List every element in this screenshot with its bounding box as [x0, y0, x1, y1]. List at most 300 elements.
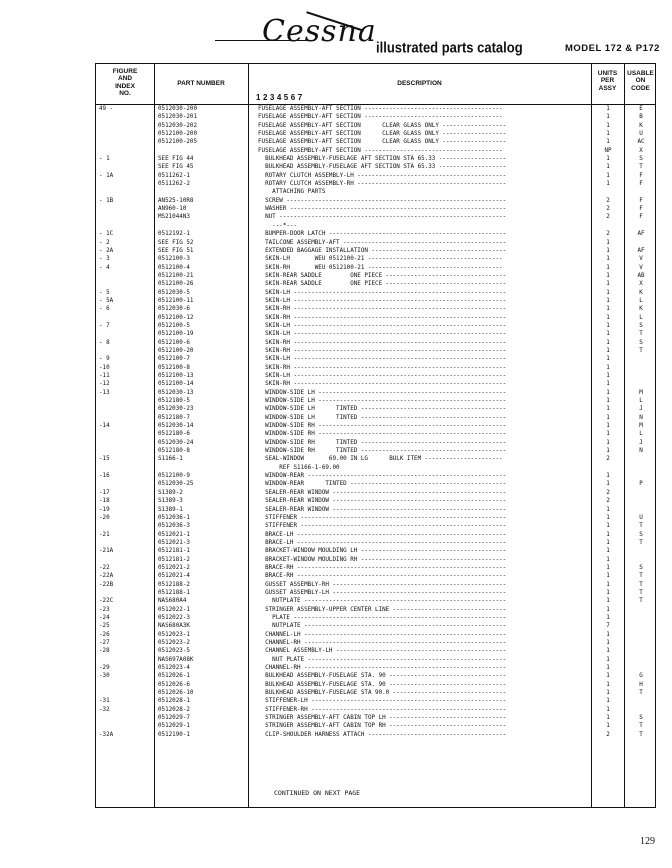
part-number: 0512022-3 [158, 614, 190, 621]
part-number: 0512030-200 [158, 106, 198, 112]
part-number: 0512100-26 [158, 281, 194, 288]
figure-index: -21A [99, 548, 114, 555]
description: SKIN-LH ------------------------------------------------------------ [258, 356, 507, 363]
part-number: 0512190-1 [158, 731, 190, 738]
units-per-assy: 2 [606, 206, 610, 213]
table-row [96, 464, 657, 472]
usable-code: E [639, 106, 643, 112]
units-per-assy: 1 [606, 448, 610, 455]
usable-code: U [639, 131, 643, 138]
table-row [96, 539, 657, 547]
units-per-assy: 1 [606, 531, 610, 538]
model-label: MODEL 172 & P172 [565, 43, 660, 54]
table-row [96, 347, 657, 355]
description: BRACE-RH ----------------------------------------------------------- [258, 564, 507, 571]
table-row [96, 222, 657, 230]
usable-code: V [639, 256, 643, 263]
part-number: 0512021-4 [158, 573, 190, 580]
part-number: 0512026-6 [158, 681, 190, 688]
description: FUSELAGE ASSEMBLY-AFT SECTION --------------------------------------- [258, 114, 503, 121]
description: GUSSET ASSEMBLY-RH ------------------------------------------------- [258, 581, 507, 588]
part-number: 0512100-4 [158, 264, 190, 271]
part-number: AN525-10R8 [158, 197, 194, 204]
part-number: 0512100-5 [158, 322, 190, 329]
usable-code: H [639, 681, 643, 688]
units-per-assy: 1 [606, 423, 610, 430]
figure-index: -22A [99, 573, 114, 580]
description: WASHER ------------------------------------------------------------- [258, 206, 507, 213]
units-per-assy: 1 [606, 306, 610, 313]
units-per-assy: 1 [606, 606, 610, 613]
figure-index: -25 [99, 623, 110, 630]
description: FUSELAGE ASSEMBLY-AFT SECTION CLEAR GLASS ONLY ------------------ [258, 139, 507, 146]
table-row [96, 522, 657, 530]
part-number: 0512023-1 [158, 631, 190, 638]
figure-index: -26 [99, 631, 110, 638]
table-row [96, 706, 657, 714]
description: WINDOW-SIDE RH ----------------------------------------------------- [258, 423, 507, 430]
figure-index: -22B [99, 581, 114, 588]
description: TAILCONE ASSEMBLY-AFT ---------------------------------------------- [258, 239, 507, 246]
figure-index: 49 - [99, 106, 114, 112]
units-per-assy: 1 [606, 264, 610, 271]
units-per-assy: 1 [606, 356, 610, 363]
usable-code: P [639, 481, 643, 488]
description: FUSELAGE ASSEMBLY-AFT SECTION --------------------------------------- [258, 106, 503, 112]
table-row [96, 188, 657, 196]
table-row [96, 230, 657, 238]
description: GUSSET ASSEMBLY-LH ------------------------------------------------- [258, 589, 507, 596]
part-number: 0512030-23 [158, 406, 194, 413]
table-row [96, 322, 657, 330]
figure-index: -22 [99, 564, 110, 571]
part-number: 0512100-19 [158, 331, 194, 338]
units-per-assy: 2 [606, 731, 610, 738]
part-number: 0512030-25 [158, 481, 194, 488]
units-per-assy: 1 [606, 706, 610, 713]
units-per-assy: 1 [606, 698, 610, 705]
description: BRACE-LH ----------------------------------------------------------- [258, 539, 507, 546]
table-row [96, 497, 657, 505]
table-row [96, 480, 657, 488]
usable-code: M [639, 389, 643, 396]
description: SKIN-RH ------------------------------------------------------------ [258, 347, 507, 354]
description: WINDOW-SIDE LH TINTED ----------------------------------------- [258, 406, 507, 413]
part-number: 0512181-1 [158, 548, 190, 555]
usable-code: S [639, 156, 643, 163]
usable-code: S [639, 715, 643, 722]
table-row [96, 439, 657, 447]
description: SKIN-LH WEU 0512100-21 -------------------------------------- [258, 256, 503, 263]
units-per-assy: 1 [606, 164, 610, 171]
units-per-assy: 1 [606, 431, 610, 438]
part-number: 0512023-5 [158, 648, 190, 655]
description: WINDOW-REAR -------------------------------------------------------- [258, 473, 507, 480]
table-row [96, 664, 657, 672]
part-number: 0512100-21 [158, 272, 194, 279]
units-per-assy: 1 [606, 272, 610, 279]
units-per-assy: 2 [606, 197, 610, 204]
table-row [96, 147, 657, 155]
usable-code: N [639, 448, 643, 455]
units-per-assy: 1 [606, 297, 610, 304]
table-row [96, 163, 657, 171]
figure-index: -12 [99, 381, 110, 388]
description: STIFFENER ---------------------------------------------------------- [258, 514, 507, 521]
description: SKIN-RH ------------------------------------------------------------ [258, 339, 507, 346]
units-per-assy: 1 [606, 322, 610, 329]
units-per-assy: 1 [606, 389, 610, 396]
units-per-assy: 1 [606, 281, 610, 288]
usable-code: S [639, 564, 643, 571]
indent-numbers: 1234567 [256, 93, 305, 102]
table-row [96, 447, 657, 455]
part-number: 0512023-4 [158, 665, 190, 672]
table-row [96, 614, 657, 622]
part-number: 0512029-7 [158, 715, 190, 722]
figure-index: -19 [99, 506, 110, 513]
description: BULKHEAD ASSEMBLY-FUSELAGE AFT SECTION STA 65.33 ------------------- [258, 156, 507, 163]
continued-note: CONTINUED ON NEXT PAGE [274, 789, 361, 797]
description: SKIN-REAR SADDLE ONE PIECE ---------------------------------- [258, 272, 507, 279]
table-row [96, 455, 657, 463]
usable-code: AF [637, 231, 645, 238]
part-number: SEE FIG 51 [158, 247, 194, 254]
part-number: 0512100-205 [158, 139, 198, 146]
table-row [96, 339, 657, 347]
description: SEALER-REAR WINDOW ------------------------------------------------- [258, 506, 507, 513]
part-number: S1166-1 [158, 456, 183, 463]
units-per-assy: 2 [606, 214, 610, 221]
part-number: 0512021-2 [158, 564, 190, 571]
figure-index: -30 [99, 673, 110, 680]
part-number: 0512100-6 [158, 339, 190, 346]
units-per-assy: 1 [606, 506, 610, 513]
units-per-assy: 1 [606, 289, 610, 296]
part-number: 0512192-1 [158, 231, 190, 238]
figure-index: -22C [99, 598, 114, 605]
usable-code: F [639, 181, 643, 188]
description: SEAL-WINDOW 69.00 IN LG BULK ITEM ---------------------- [258, 456, 503, 463]
figure-index: - 3 [99, 256, 110, 263]
figure-index: - 5 [99, 289, 110, 296]
table-row [96, 372, 657, 380]
part-number: SEE FIG 45 [158, 164, 194, 171]
units-per-assy: 1 [606, 473, 610, 480]
table-row [96, 722, 657, 730]
description: WINDOW-SIDE RH ----------------------------------------------------- [258, 431, 507, 438]
usable-code: T [639, 523, 643, 530]
description: PLATE ------------------------------------------------------------ [258, 614, 507, 621]
part-number: 0512030-5 [158, 289, 190, 296]
units-per-assy: 1 [606, 156, 610, 163]
units-per-assy: 1 [606, 439, 610, 446]
usable-code: AF [637, 247, 645, 254]
table-row [96, 314, 657, 322]
table-row [96, 305, 657, 313]
figure-index: - 9 [99, 356, 110, 363]
description: SKIN-RH ------------------------------------------------------------ [258, 314, 507, 321]
part-number: 0512030-24 [158, 439, 194, 446]
units-per-assy: 1 [606, 414, 610, 421]
table-row [96, 397, 657, 405]
part-number: 0512030-201 [158, 114, 198, 121]
description: SKIN-LH ------------------------------------------------------------ [258, 373, 507, 379]
description: SKIN-LH ------------------------------------------------------------ [258, 322, 507, 329]
description: BRACE-RH ----------------------------------------------------------- [258, 573, 507, 580]
description: SKIN-RH ------------------------------------------------------------ [258, 306, 507, 313]
table-row [96, 297, 657, 305]
units-per-assy: 1 [606, 106, 610, 112]
table-row [96, 639, 657, 647]
usable-code: B [639, 114, 643, 121]
part-number: 0512028-2 [158, 706, 190, 713]
usable-code: T [639, 598, 643, 605]
usable-code: AC [637, 139, 645, 146]
part-number: 0512021-3 [158, 539, 190, 546]
usable-code: T [639, 690, 643, 697]
table-row [96, 138, 657, 146]
figure-index: -18 [99, 498, 110, 505]
description: ROTARY CLUTCH ASSEMBLY-LH ------------------------------------------ [258, 172, 507, 179]
table-row [96, 547, 657, 555]
figure-index: -11 [99, 373, 110, 379]
table-row [96, 172, 657, 180]
table-row [96, 272, 657, 280]
units-per-assy: 1 [606, 131, 610, 138]
usable-code: F [639, 197, 643, 204]
figure-index: - 1C [99, 231, 114, 238]
part-number: 0512180-7 [158, 414, 190, 421]
table-row [96, 405, 657, 413]
usable-code: T [639, 581, 643, 588]
table-row [96, 197, 657, 205]
description: WINDOW-SIDE LH ----------------------------------------------------- [258, 398, 507, 405]
part-number: S1389-3 [158, 498, 183, 505]
usable-code: L [639, 297, 643, 304]
table-row [96, 280, 657, 288]
part-number: 0512100-8 [158, 364, 190, 371]
part-number: SEE FIG 44 [158, 156, 194, 163]
description: SKIN-LH ------------------------------------------------------------ [258, 289, 507, 296]
parts-table [95, 63, 656, 808]
units-per-assy: 1 [606, 122, 610, 129]
units-per-assy: 1 [606, 573, 610, 580]
units-per-assy: 1 [606, 640, 610, 646]
units-per-assy: 2 [606, 231, 610, 238]
usable-code: G [639, 673, 643, 680]
description: SKIN-REAR SADDLE ONE PIECE ---------------------------------- [258, 281, 507, 288]
table-row [96, 589, 657, 597]
usable-code: L [639, 314, 643, 321]
usable-code: F [639, 172, 643, 179]
usable-code: K [639, 289, 643, 296]
part-number: NAS680A4 [158, 598, 187, 605]
figure-index: - 1A [99, 172, 114, 179]
units-per-assy: 1 [606, 364, 610, 371]
description: STIFFENER-LH ------------------------------------------------------- [258, 698, 507, 705]
table-body [96, 105, 657, 739]
table-row [96, 681, 657, 689]
table-row [96, 564, 657, 572]
figure-index: -14 [99, 423, 110, 430]
usable-code: J [639, 439, 643, 446]
table-row [96, 289, 657, 297]
units-per-assy: 1 [606, 406, 610, 413]
figure-index: - 1 [99, 156, 110, 163]
description: STIFFENER ---------------------------------------------------------- [258, 523, 507, 530]
figure-index: - 5A [99, 297, 114, 304]
table-row [96, 689, 657, 697]
units-per-assy: 1 [606, 673, 610, 680]
description: NUTPLATE --------------------------------------------------------- [258, 623, 507, 630]
figure-index: -16 [99, 473, 110, 480]
figure-index: - 8 [99, 339, 110, 346]
figure-index: -32A [99, 731, 114, 738]
units-per-assy: 1 [606, 239, 610, 246]
cessna-logo: Cessna [262, 14, 377, 49]
units-per-assy: 1 [606, 589, 610, 596]
part-number: 0512100-3 [158, 256, 190, 263]
description: WINDOW-REAR TINTED -------------------------------------------- [258, 481, 507, 488]
units-per-assy: 1 [606, 331, 610, 338]
units-per-assy: NP [604, 147, 612, 154]
part-number: 0512180-5 [158, 398, 190, 405]
figure-index: - 1B [99, 197, 114, 204]
part-number: MS21044N3 [158, 214, 190, 221]
part-number: 0512100-12 [158, 314, 194, 321]
description: WINDOW-SIDE LH ----------------------------------------------------- [258, 389, 507, 396]
part-number: AN960-10 [158, 206, 187, 213]
units-per-assy: 1 [606, 373, 610, 379]
table-row [96, 364, 657, 372]
description: REF S1166-1-69.00 [258, 464, 340, 471]
units-per-assy: 1 [606, 715, 610, 722]
description: SCREW -------------------------------------------------------------- [258, 197, 507, 204]
units-per-assy: 2 [606, 498, 610, 505]
figure-index: - 2 [99, 239, 110, 246]
description: SEALER-REAR WINDOW ------------------------------------------------- [258, 489, 507, 496]
usable-code: T [639, 723, 643, 730]
usable-code: V [639, 264, 643, 271]
figure-index: -20 [99, 514, 110, 521]
part-number: 0512188-2 [158, 581, 190, 588]
units-per-assy: 1 [606, 398, 610, 405]
table-row [96, 572, 657, 580]
table-row [96, 122, 657, 130]
description: SKIN-LH ------------------------------------------------------------ [258, 297, 507, 304]
usable-code: T [639, 164, 643, 171]
table-row [96, 130, 657, 138]
part-number: 0512030-14 [158, 423, 194, 430]
header-units: UNITS PER ASSY [597, 70, 618, 92]
description: CHANNEL ASSEMBLY-LH ------------------------------------------------ [258, 648, 507, 655]
part-number: 0512188-1 [158, 589, 190, 596]
table-row [96, 205, 657, 213]
part-number: 0512180-8 [158, 448, 190, 455]
table-row [96, 239, 657, 247]
usable-code: K [639, 306, 643, 313]
part-number: 0512029-1 [158, 723, 190, 730]
part-number: 0512100-11 [158, 297, 194, 304]
part-number: 0512030-202 [158, 122, 198, 129]
description: BUMPER-DOOR LATCH -------------------------------------------------- [258, 231, 507, 238]
usable-code: T [639, 731, 643, 738]
table-row [96, 489, 657, 497]
usable-code: T [639, 573, 643, 580]
units-per-assy: 1 [606, 256, 610, 263]
units-per-assy: 1 [606, 381, 610, 388]
units-per-assy: 1 [606, 723, 610, 730]
table-row [96, 355, 657, 363]
table-row [96, 247, 657, 255]
units-per-assy: 1 [606, 181, 610, 188]
description: STRINGER ASSEMBLY-AFT CABIN TOP RH --------------------------------- [258, 723, 507, 730]
units-per-assy: 1 [606, 690, 610, 697]
units-per-assy: 1 [606, 614, 610, 621]
table-row [96, 330, 657, 338]
part-number: 0512028-1 [158, 698, 190, 705]
usable-code: L [639, 398, 643, 405]
description: STRINGER ASSEMBLY-AFT CABIN TOP LH --------------------------------- [258, 715, 507, 722]
units-per-assy: 1 [606, 665, 610, 672]
description: STRINGER ASSEMBLY-UPPER CENTER LINE -------------------------------- [258, 606, 507, 613]
part-number: 0512026-10 [158, 690, 194, 697]
units-per-assy: 1 [606, 539, 610, 546]
units-per-assy: 1 [606, 347, 610, 354]
part-number: 0512100-14 [158, 381, 194, 388]
description: CHANNEL-RH --------------------------------------------------------- [258, 640, 507, 646]
page-header [0, 0, 672, 62]
usable-code: S [639, 531, 643, 538]
table-row [96, 105, 657, 113]
table-row [96, 606, 657, 614]
part-number: 0512023-2 [158, 640, 190, 646]
table-row [96, 622, 657, 630]
part-number: 0512030-13 [158, 389, 194, 396]
table-row [96, 656, 657, 664]
units-per-assy: 1 [606, 598, 610, 605]
part-number: 0512021-1 [158, 531, 190, 538]
description: EXTENDED BAGGAGE INSTALLATION -------------------------------------- [258, 247, 507, 254]
part-number: 0512100-7 [158, 356, 190, 363]
figure-index: - 7 [99, 322, 110, 329]
table-row [96, 631, 657, 639]
page-number: 129 [640, 836, 655, 847]
units-per-assy: 1 [606, 648, 610, 655]
usable-code: F [639, 214, 643, 221]
part-number: 0512100-9 [158, 473, 190, 480]
table-row [96, 697, 657, 705]
units-per-assy: 1 [606, 656, 610, 663]
usable-code: N [639, 414, 643, 421]
figure-index: -13 [99, 389, 110, 396]
description: BULKHEAD ASSEMBLY-FUSELAGE STA. 90 --------------------------------- [258, 681, 507, 688]
figure-index: -23 [99, 606, 110, 613]
figure-index: -24 [99, 614, 110, 621]
part-number: 0512030-6 [158, 306, 190, 313]
usable-code: L [639, 431, 643, 438]
part-number: NAS680A3K [158, 623, 190, 630]
table-row [96, 113, 657, 121]
description: BULKHEAD ASSEMBLY-FUSELAGE STA 90.0 -------------------------------- [258, 690, 507, 697]
figure-index: -21 [99, 531, 110, 538]
part-number: 0512026-1 [158, 673, 190, 680]
usable-code: T [639, 347, 643, 354]
description: SKIN-LH ------------------------------------------------------------ [258, 331, 507, 338]
usable-code: S [639, 322, 643, 329]
usable-code: J [639, 406, 643, 413]
